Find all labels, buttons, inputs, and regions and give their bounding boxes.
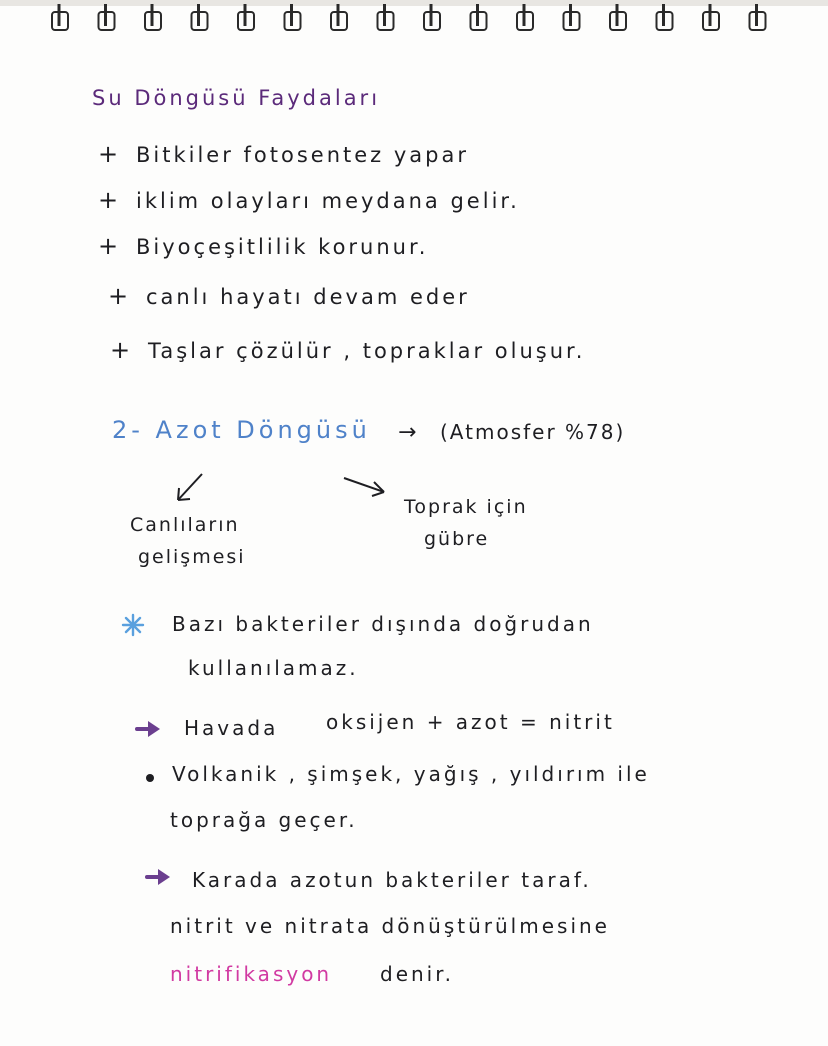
list-item: + iklim olayları meydana gelir.	[98, 186, 520, 214]
star-note-line: Bazı bakteriler dışında doğrudan	[172, 612, 594, 636]
air-label: Havada	[184, 716, 279, 740]
branch-right-line: Toprak için	[404, 496, 528, 518]
list-item: + Biyoçeşitlilik korunur.	[98, 232, 429, 260]
plus-icon: +	[110, 336, 134, 364]
branch-left-line: gelişmesi	[138, 546, 246, 568]
heading-text: 2- Azot Döngüsü	[112, 416, 371, 444]
nitrification-term: nitrifikasyon	[170, 962, 333, 986]
branch-left-line: Canlıların	[130, 514, 240, 536]
nitrite-formula: oksijen + azot = nitrit	[326, 710, 615, 734]
arrow-right-icon	[340, 472, 390, 500]
land-note-line: nitrit ve nitrata dönüştürülmesine	[170, 914, 610, 938]
plus-icon: +	[98, 232, 122, 260]
plus-icon: +	[98, 186, 122, 214]
atmosphere-note: (Atmosfer %78)	[440, 420, 626, 444]
list-item: + canlı hayatı devam eder	[108, 282, 470, 310]
spiral-binding	[0, 0, 828, 40]
plus-icon: +	[98, 140, 122, 168]
final-word: denir.	[380, 962, 454, 986]
list-item: + Bitkiler fotosentez yapar	[98, 140, 470, 168]
branch-right-line: gübre	[424, 528, 490, 550]
star-icon	[120, 612, 146, 638]
arrow-icon: →	[398, 420, 419, 445]
dot-note-line: toprağa geçer.	[170, 808, 358, 832]
arrow-marker-icon	[144, 866, 174, 888]
bullet-dot-icon	[146, 774, 154, 782]
dot-note-line: Volkanik , şimşek, yağış , yıldırım ile	[172, 762, 650, 786]
arrow-marker-icon	[134, 718, 164, 740]
list-item: + Taşlar çözülür , topraklar oluşur.	[110, 336, 586, 364]
section-heading	[112, 416, 371, 444]
star-note-line: kullanılamaz.	[188, 656, 359, 680]
section-title: Su Döngüsü Faydaları	[92, 86, 381, 110]
plus-icon: +	[108, 282, 132, 310]
arrow-down-left-icon	[170, 470, 210, 506]
land-note-line: Karada azotun bakteriler taraf.	[192, 868, 592, 892]
